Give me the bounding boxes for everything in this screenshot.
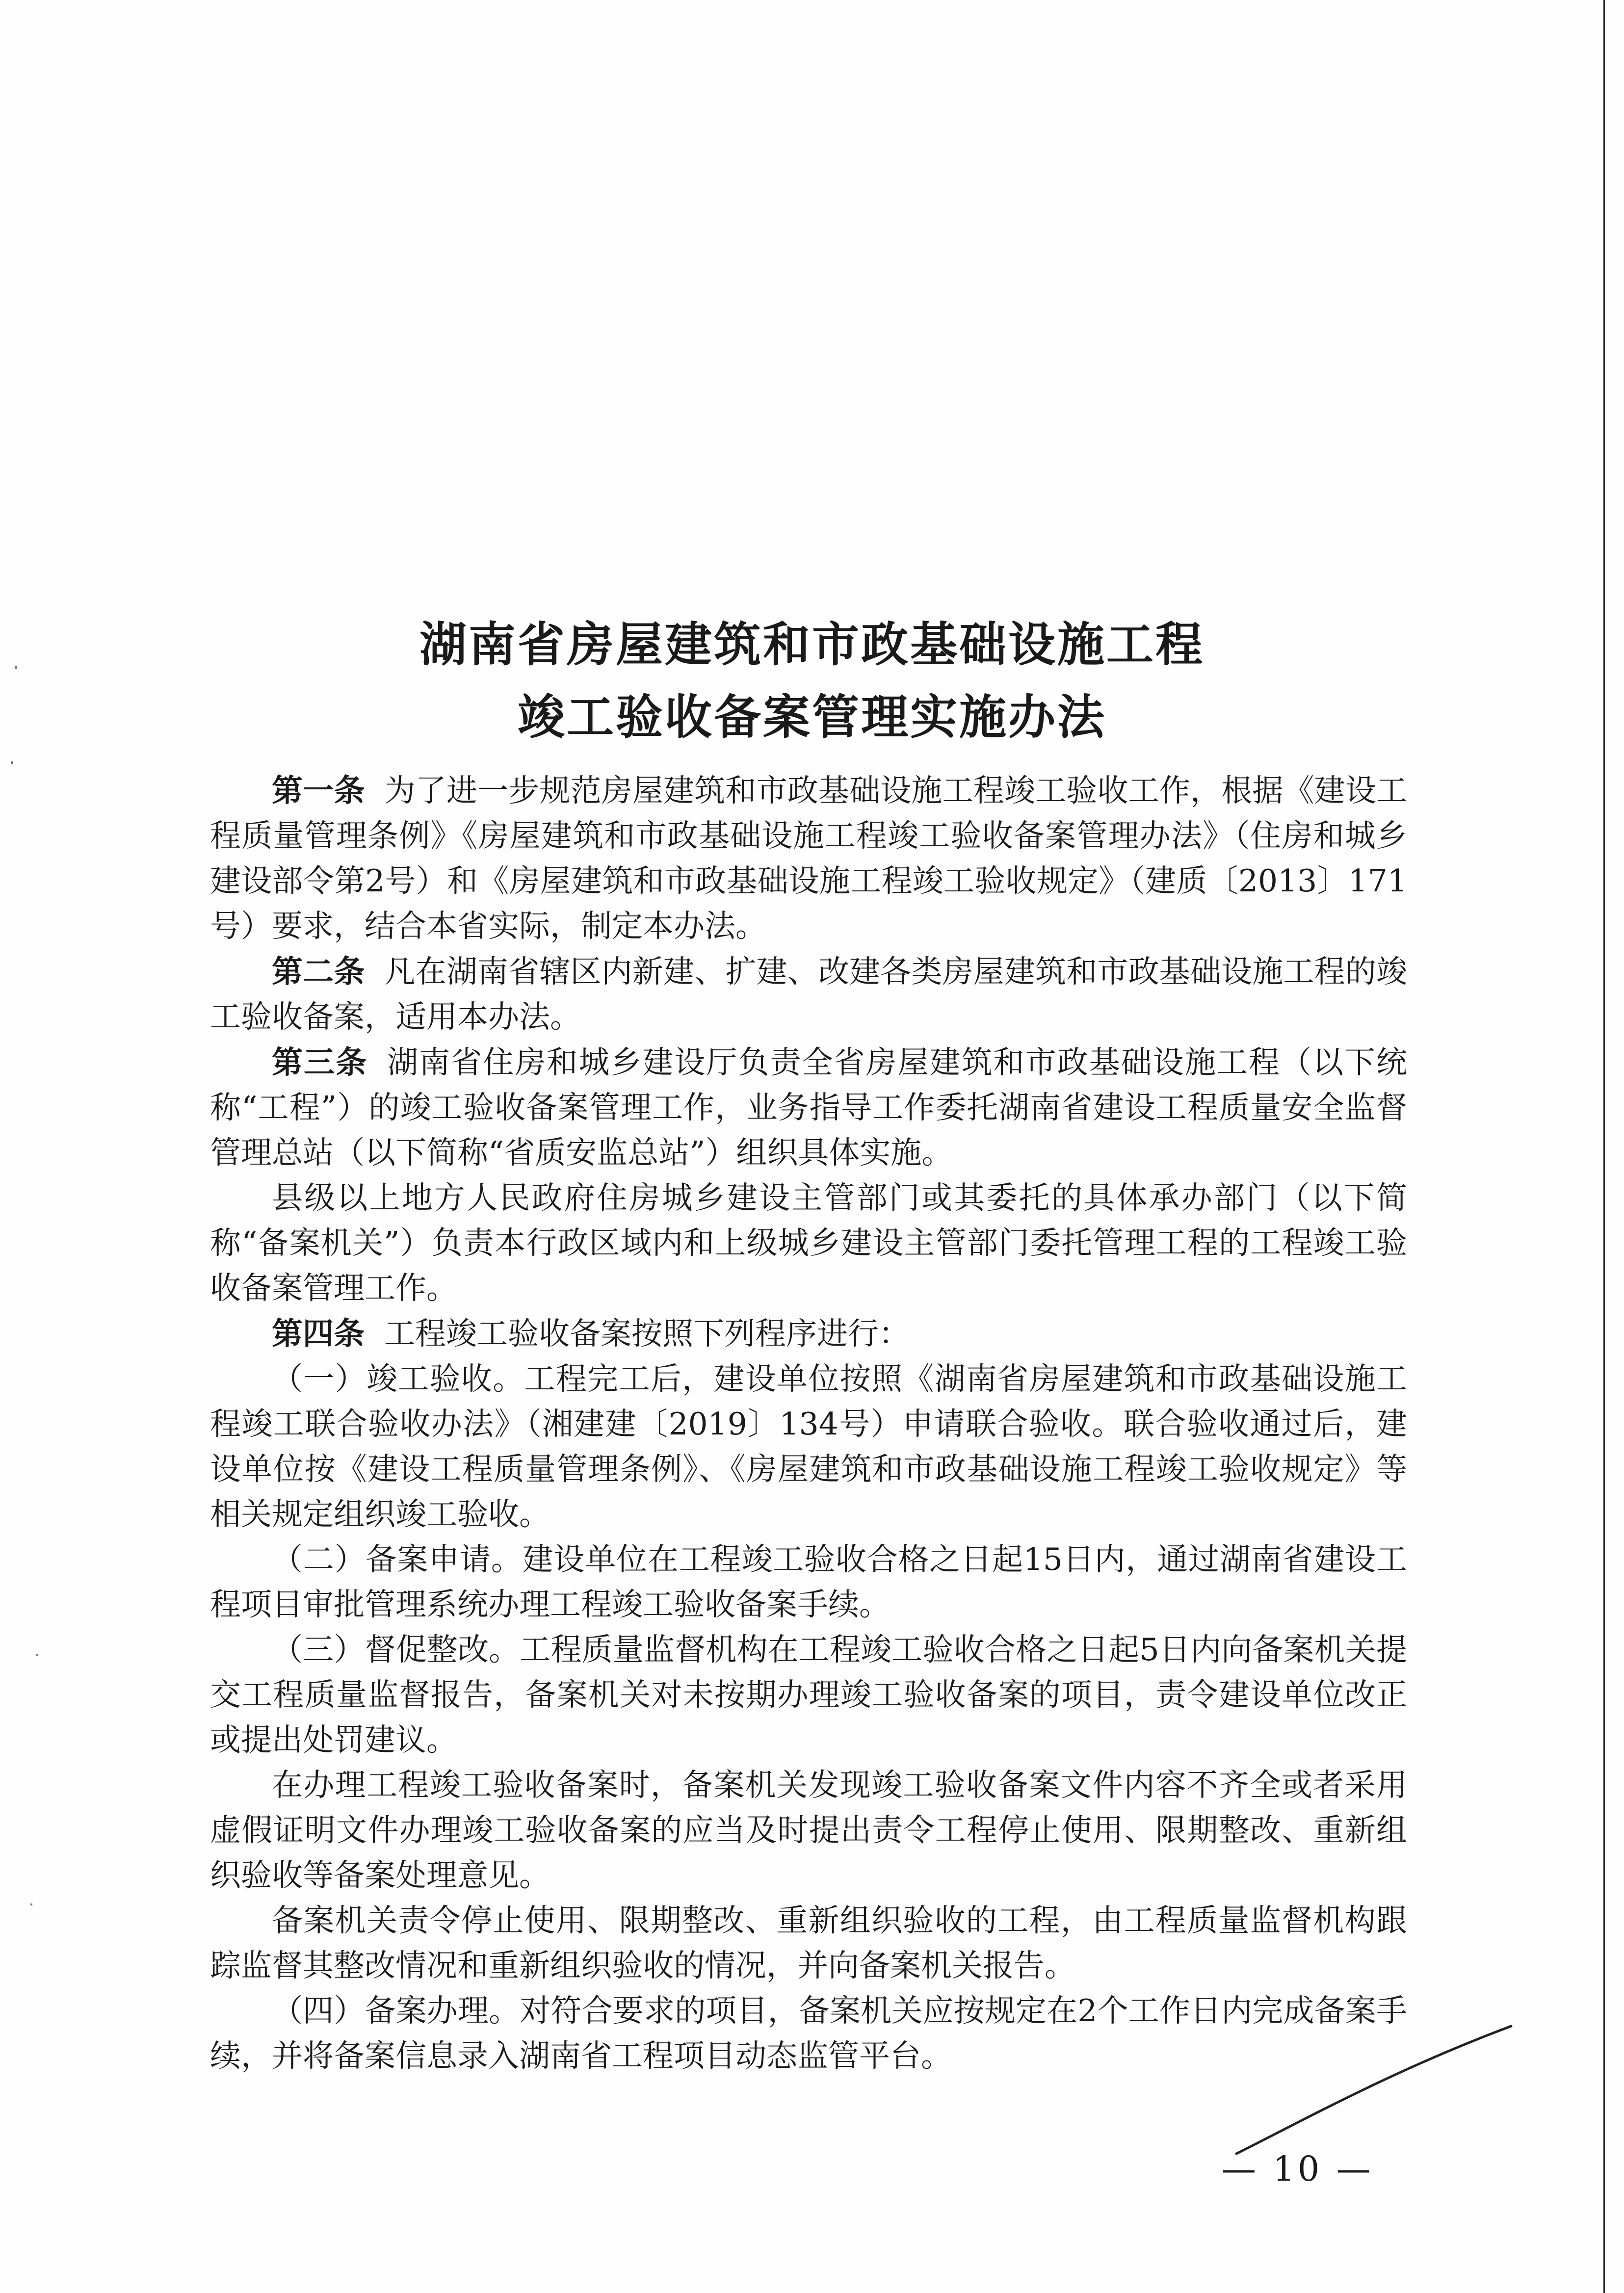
paragraph-text: 为了进一步规范房屋建筑和市政基础设施工程竣工验收工作，根据《建设工程质量管理条例》《房屋建筑和市政基础设施工程竣工验收备案管理办法》（住房和城乡建设部令第2号）和《房屋建筑和市政基础设施工程竣工验收规定》（建质〔2013〕171号）要求，结合本省实际，制定本办法。	[210, 773, 1408, 944]
paragraph-text: 工程竣工验收备案按照下列程序进行：	[384, 1316, 910, 1352]
paragraph-item-3-note-2	[210, 1898, 1407, 1988]
paragraph-text: （二）备案申请。建设单位在工程竣工验收合格之日起15日内，通过湖南省建设工程项目审批管理系统办理工程竣工验收备案手续。	[210, 1541, 1407, 1622]
title-line-2: 竣工验收备案管理实施办法	[518, 690, 1106, 745]
scan-speck	[36, 1654, 38, 1656]
paragraph-text: 湖南省住房和城乡建设厅负责全省房屋建筑和市政基础设施工程（以下统称“工程”）的竣工验收备案管理工作，业务指导工作委托湖南省建设工程质量安全监督管理总站（以下简称“省质安监总站”）组织具体实施。	[210, 1044, 1408, 1171]
paragraph-article-1	[210, 768, 1407, 949]
scan-edge-line	[1603, 0, 1605, 2293]
paragraph-text: 县级以上地方人民政府住房城乡建设主管部门或其委托的具体承办部门（以下简称“备案机关”）负责本行政区域内和上级城乡建设主管部门委托管理工程的工程竣工验收备案管理工作。	[210, 1180, 1407, 1306]
paragraph-item-3	[210, 1627, 1407, 1763]
document-body	[210, 768, 1407, 2079]
paragraph-article-3-cont	[210, 1175, 1407, 1311]
article-heading: 第二条	[272, 953, 365, 990]
paragraph-text: （三）督促整改。工程质量监督机构在工程竣工验收合格之日起5日内向备案机关提交工程质量监督报告，备案机关对未按期办理竣工验收备案的项目，责令建设单位改正或提出处罚建议。	[210, 1632, 1407, 1758]
title-line-1: 湖南省房屋建筑和市政基础设施工程	[419, 617, 1205, 672]
paragraph-text: （一）竣工验收。工程完工后，建设单位按照《湖南省房屋建筑和市政基础设施工程竣工联合验收办法》（湘建建〔2019〕134号）申请联合验收。联合验收通过后，建设单位按《建设工程质量管理条例》、《房屋建筑和市政基础设施工程竣工验收规定》等相关规定组织竣工验收。	[210, 1361, 1407, 1532]
scan-speck	[11, 761, 13, 764]
paragraph-article-3	[210, 1040, 1407, 1175]
paragraph-text: 备案机关责令停止使用、限期整改、重新组织验收的工程，由工程质量监督机构跟踪监督其整改情况和重新组织验收的情况，并向备案机关报告。	[210, 1902, 1407, 1983]
paragraph-item-2	[210, 1537, 1407, 1627]
pen-stroke-mark	[1217, 2011, 1531, 2168]
paragraph-text: 在办理工程竣工验收备案时，备案机关发现竣工验收备案文件内容不齐全或者采用虚假证明文件办理竣工验收备案的应当及时提出责令工程停止使用、限期整改、重新组织验收等备案处理意见。	[210, 1767, 1407, 1893]
article-heading: 第一条	[272, 772, 365, 808]
paragraph-text: （四）备案办理。对符合要求的项目，备案机关应按规定在2个工作日内完成备案手续，并将备案信息录入湖南省工程项目动态监管平台。	[210, 1993, 1407, 2074]
paragraph-text: 凡在湖南省辖区内新建、扩建、改建各类房屋建筑和市政基础设施工程的竣工验收备案，适用本办法。	[210, 954, 1408, 1035]
paragraph-item-1	[210, 1356, 1407, 1537]
scan-speck	[30, 1903, 32, 1905]
article-heading: 第四条	[272, 1315, 365, 1352]
page-number: — 10 —	[1222, 2149, 1374, 2189]
document-title	[0, 608, 1624, 754]
paragraph-article-2	[210, 949, 1407, 1040]
article-heading: 第三条	[272, 1044, 368, 1080]
paragraph-item-3-note-1	[210, 1763, 1407, 1898]
paragraph-article-4	[210, 1311, 1407, 1356]
